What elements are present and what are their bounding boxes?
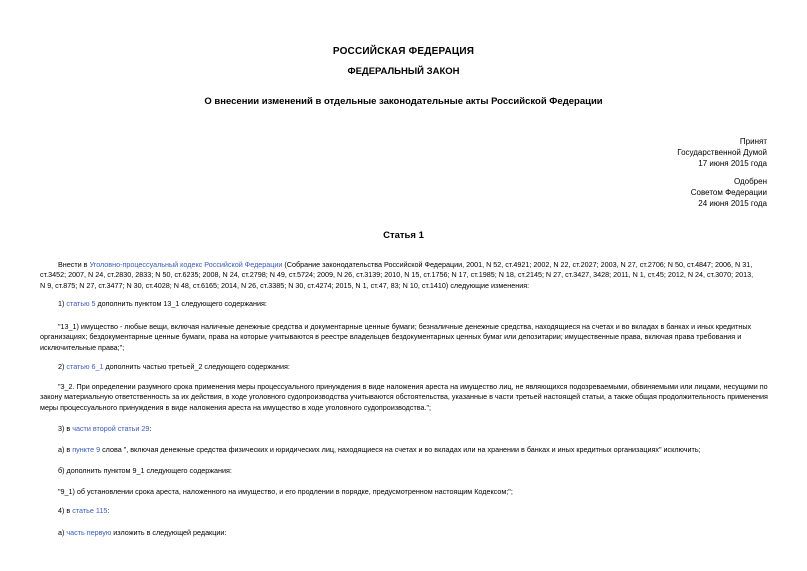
intro-pre: Внести в (58, 260, 90, 269)
article-29-link[interactable]: части второй статьи 29 (72, 424, 150, 433)
approved-block (691, 176, 767, 209)
item-4: 4) в статье 115: (58, 506, 110, 515)
doc-type-heading: ФЕДЕРАЛЬНЫЙ ЗАКОН (347, 66, 460, 77)
item-3: 3) в части второй статьи 29: (58, 424, 152, 433)
law-title: О внесении изменений в отдельные законодательные акты Российской Федерации (204, 96, 603, 107)
article-115-link[interactable]: статье 115 (72, 506, 108, 515)
article-6-1-link[interactable]: статью 6_1 (66, 362, 104, 371)
approved-body: Советом Федерации (690, 188, 767, 197)
article-heading: Статья 1 (383, 230, 424, 241)
item-4a: а) часть первую изложить в следующей редакции: (58, 528, 227, 537)
item-2: 2) статью 6_1 дополнить частью третьей_2 следующего содержания: (58, 362, 290, 371)
quote-3-2: "3_2. При определении разумного срока применения меры процессуального принуждения в виде наложения ареста на имущество лиц, не являющихся подозреваемыми, обвиняемыми или лицами, несущими по закону материальную ответственность за их действия, в ходе уголовного судопроизводства учитываются обстоятельства, указанные в части третьей настоящей статьи, а также общая продолжительность применения меры процессуального принуждения в виде наложения ареста на имущество в ходе уголовного судопроизводства."; (40, 382, 768, 412)
item-1: 1) статью 5 дополнить пунктом 13_1 следующего содержания: (58, 299, 267, 308)
approved-date: 24 июня 2015 года (698, 199, 767, 208)
intro-paragraph (40, 260, 768, 291)
upk-link[interactable]: Уголовно-процессуальный кодекс Российской Федерации (89, 260, 283, 269)
part-one-link[interactable]: часть первую (66, 528, 112, 537)
adopted-block (677, 136, 767, 169)
item-3a: а) в пункте 9 слова ", включая денежные средства физических и юридических лиц, находящиеся на счетах и во вкладах или на хранении в банках и иных кредитных организациях" исключить; (58, 445, 701, 454)
adopted-date: 17 июня 2015 года (698, 159, 767, 168)
quote-13-1: "13_1) имущество - любые вещи, включая наличные денежные средства и документарные ценные бумаги; безналичные денежные средства, находящиеся на счетах и во вкладах в банках и иных кредитных организациях; бездокументарные ценные бумаги, права на которые учитываются в реестре владельцев бездокументарных ценных бумаг или депозитарии; имущественные права, включая права требования и исключительные права;"; (40, 322, 752, 352)
intro-text: (Собрание законодательства Российской Федерации, 2001, N 52, ст.4921; 2002, N 22, ст.2027; 2003, N 27, ст.2706; N 50, ст.4847; 2006, N 31, (282, 260, 753, 269)
intro-line-2: ст.3452; 2007, N 24, ст.2830, 2833; N 50, ст.6235; 2008, N 24, ст.2798; N 49, ст.5724; 2009, N 26, ст.3139; 2010, N 15, ст.1756; N 17, ст.1985; N 18, ст.2145; N 27, ст.3427, 3428; 2011, N 1, ст.45; 2012, N 24, ст.3070; 2013, (40, 270, 754, 280)
adopted-label: Принят (739, 137, 767, 146)
country-heading: РОССИЙСКАЯ ФЕДЕРАЦИЯ (332, 46, 475, 57)
quote-9-1: "9_1) об установлении срока ареста, наложенного на имущество, и его продлении в порядке, предусмотренном настоящим Кодексом;"; (58, 487, 513, 496)
item-3b: б) дополнить пунктом 9_1 следующего содержания: (58, 466, 232, 475)
intro-line-3: N 9, ст.875; N 27, ст.3477; N 30, ст.4028; N 48, ст.6165; 2014, N 26, ст.3385; N 30, ст.4274; 2015, N 1, ст.47, 83; N 10, ст.1410) следующие изменения: (40, 280, 530, 290)
adopted-body: Государственной Думой (677, 148, 767, 157)
approved-label: Одобрен (733, 177, 767, 186)
article-5-link[interactable]: статью 5 (66, 299, 96, 308)
point-9-link[interactable]: пункте 9 (72, 445, 101, 454)
